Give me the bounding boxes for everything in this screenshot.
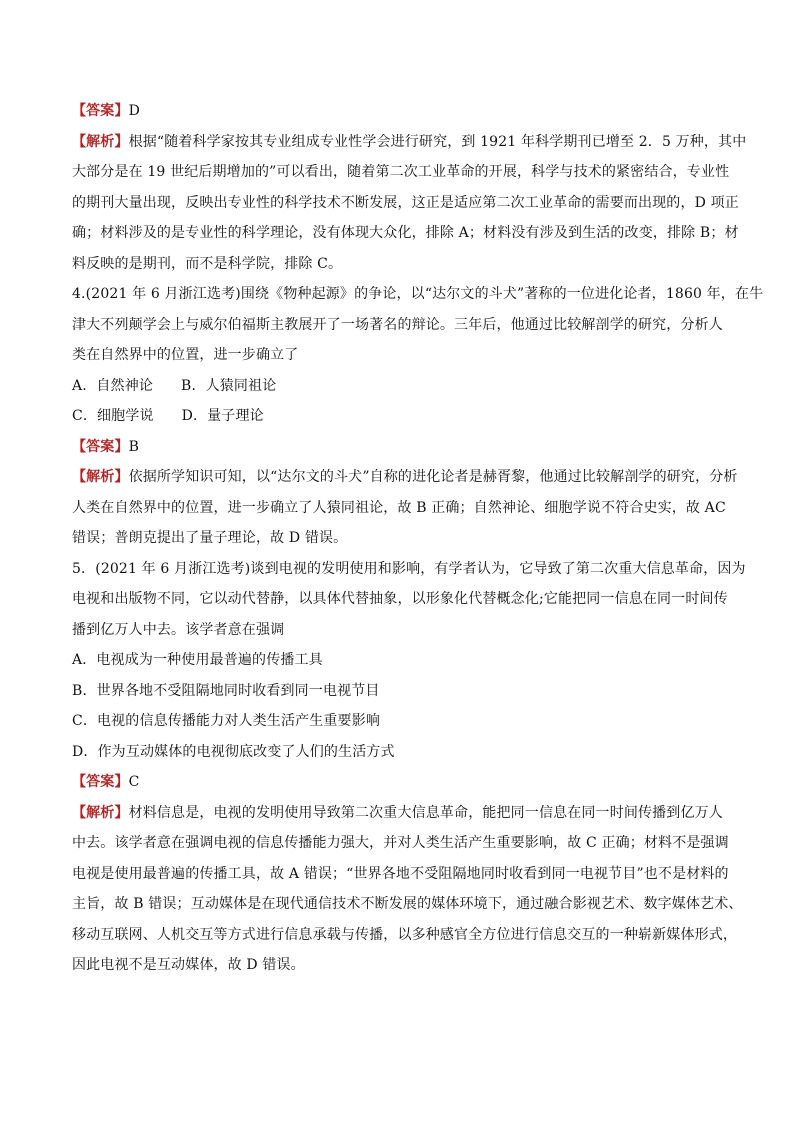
q5-stem-line-1: 5．(2021 年 6 月浙江选考)谈到电视的发明使用和影响，有学者认为，它导致了第二次重大信息革命，因为 [72, 560, 746, 577]
q3-answer-value: D [128, 103, 140, 119]
q5-analysis-line-3: 电视是使用最普遍的传播工具，故 A 错误；“世界各地不受阻隔地同时收看到同一电视节目”也不是材料的 [72, 865, 729, 882]
analysis-tag: 【解析】 [72, 469, 129, 485]
answer-tag: 【答案】 [72, 103, 129, 119]
q5-option-c: C．电视的信息传播能力对人类生活产生重要影响 [72, 713, 381, 729]
q5-analysis-line-5: 移动互联网、人机交互等方式进行信息承载与传播，以多种感官全方位进行信息交互的一种崭新媒体形式， [72, 926, 738, 943]
q5-answer [72, 767, 732, 798]
q4-options-row-1 [72, 371, 732, 402]
analysis-tag: 【解析】 [72, 804, 129, 821]
q5-analysis-line-6: 因此电视不是互动媒体，故 D 错误。 [72, 957, 305, 973]
q4-answer [72, 432, 732, 463]
q4-stem-line-1: 4.(2021 年 6 月浙江选考)围绕《物种起源》的争论，以“达尔文的斗犬”著称的一位进化论者，1860 年，在牛 [72, 286, 764, 302]
q3-analysis-line-4: 确；材料涉及的是专业性的科学理论，没有体现大众化，排除 A；材料没有涉及到生活的改变，排除 B；材 [72, 225, 739, 241]
q4-option-a: A．自然神论 [72, 377, 154, 394]
q4-option-d: D．量子理论 [181, 408, 264, 424]
q3-analysis-line-1: 【解析】根据“随着科学家按其专业组成专业性学会进行研究，到 1921 年科学期刊已增至 2．5 万种，其中 [72, 133, 747, 150]
q4-analysis-line-3: 错误；普朗克提出了量子理论，故 D 错误。 [72, 530, 348, 546]
q4-option-b: B．人猿同祖论 [181, 377, 277, 394]
answer-tag: 【答案】 [72, 774, 129, 790]
q3-analysis-line-3: 的期刊大量出现，反映出专业性的科学技术不断发展，这正是适应第二次工业革命的需要而出现的，D 项正 [72, 194, 739, 211]
q3-analysis-line-5: 料反映的是期刊，而不是科学院，排除 C。 [72, 255, 343, 272]
q5-stem-line-3: 播到亿万人中去。该学者意在强调 [72, 621, 285, 638]
q4-answer-value: B [128, 438, 140, 455]
q4-stem-line-3: 类在自然界中的位置，进一步确立了 [72, 347, 299, 363]
document-page [72, 96, 764, 981]
q5-option-d: D．作为互动媒体的电视彻底改变了人们的生活方式 [72, 743, 395, 760]
answer-tag: 【答案】 [72, 438, 129, 455]
q3-analysis-line-2: 大部分是在 19 世纪后期增加的”可以看出，随着第二次工业革命的开展，科学与技术的紧密结合，专业性 [72, 164, 730, 180]
q3-answer [72, 96, 732, 127]
q5-analysis-line-1: 【解析】材料信息是，电视的发明使用导致第二次重大信息革命，能把同一信息在同一时间传播到亿万人 [72, 804, 723, 821]
q4-option-c: C．细胞学说 [72, 408, 154, 424]
q5-option-b: B．世界各地不受阻隔地同时收看到同一电视节目 [72, 682, 380, 699]
analysis-tag: 【解析】 [72, 133, 129, 150]
q4-options-row-2 [72, 401, 732, 432]
q4-analysis-line-1: 【解析】依据所学知识可知，以“达尔文的斗犬”自称的进化论者是赫胥黎，他通过比较解剖学的研究，分析 [72, 469, 738, 485]
q5-analysis-line-2: 中去。该学者意在强调电视的信息传播能力强大，并对人类生活产生重要影响，故 C 正确；材料不是强调 [72, 835, 729, 851]
q5-stem-line-2: 电视和出版物不同，它以动代替静，以具体代替抽象，以形象化代替概念化;它能把同一信息在同一时间传 [72, 591, 728, 607]
q5-analysis-line-4: 主旨，故 B 错误；互动媒体是在现代通信技术不断发展的媒体环境下，通过融合影视艺术、数字媒体艺术、 [72, 896, 743, 912]
q5-option-a: A．电视成为一种使用最普遍的传播工具 [72, 652, 323, 668]
q5-answer-value: C [128, 774, 140, 790]
q4-analysis-line-2: 人类在自然界中的位置，进一步确立了人猿同祖论，故 B 正确；自然神论、细胞学说不符合史实，故 AC [72, 499, 726, 516]
q4-stem-line-2: 津大不列颠学会上与威尔伯福斯主教展开了一场著名的辩论。三年后，他通过比较解剖学的研究，分析人 [72, 316, 723, 333]
